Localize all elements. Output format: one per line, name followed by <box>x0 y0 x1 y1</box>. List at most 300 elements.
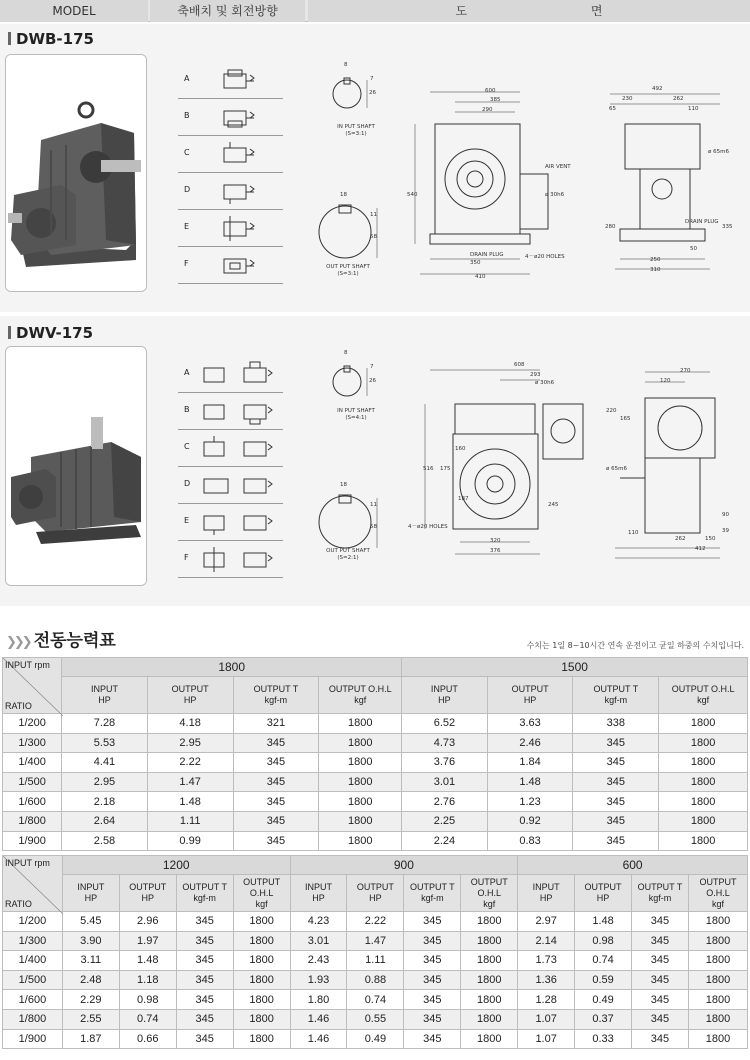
table-cell: 2.29 <box>62 990 119 1010</box>
table-cell: 345 <box>573 733 659 753</box>
table-cell: 0.37 <box>575 1009 632 1029</box>
table-cell: 1800 <box>659 792 748 812</box>
table-cell: 1800 <box>659 733 748 753</box>
table-cell: 1.48 <box>147 792 233 812</box>
rotation-column-header: 축배치 및 회전방향 <box>150 0 305 22</box>
table-cell: 1.36 <box>518 970 575 990</box>
table-cell: 1800 <box>659 811 748 831</box>
table-cell: 2.25 <box>402 811 488 831</box>
rpm-header: 1200 <box>62 856 290 875</box>
table-cell: 1800 <box>319 753 402 773</box>
rotation-label: B <box>184 111 190 120</box>
table-cell: 1800 <box>659 772 748 792</box>
table-cell: 1.07 <box>518 1029 575 1049</box>
performance-table-1 <box>2 657 748 851</box>
table-row <box>3 1009 748 1029</box>
ratio-cell: 1/500 <box>3 970 63 990</box>
col-header-output-hp: OUTPUT HP <box>347 875 404 912</box>
dimension-label: 120 <box>660 378 671 384</box>
dimension-label: 110 <box>688 106 699 112</box>
performance-heading: ❯❯❯ 전동능력표 <box>6 631 116 651</box>
table-cell: 1.46 <box>290 1009 347 1029</box>
rotation-diagram-icon <box>218 103 258 131</box>
table-cell: 1.80 <box>290 990 347 1010</box>
rotation-label: D <box>184 479 191 488</box>
table-cell: 1800 <box>461 931 518 951</box>
ratio-cell: 1/600 <box>3 990 63 1010</box>
table-cell: 2.18 <box>62 792 148 812</box>
rotation-diagram-icon <box>218 251 258 279</box>
rotation-label: F <box>184 553 189 562</box>
dimension-label: 175 <box>440 466 451 472</box>
table-cell: 1.28 <box>518 990 575 1010</box>
product-photo <box>5 346 147 586</box>
dimension-label: 11 <box>370 502 377 508</box>
dimension-label: 350 <box>470 260 481 266</box>
table-cell: 1800 <box>659 753 748 773</box>
table-cell: 2.22 <box>147 753 233 773</box>
dimension-label: 39 <box>722 528 729 534</box>
dimension-label: 8 <box>344 350 348 356</box>
output-shaft-drawing <box>315 194 390 269</box>
input-shaft-drawing <box>325 352 385 412</box>
ratio-cell: 1/200 <box>3 714 62 734</box>
dimension-label: ø 65m6 <box>606 466 627 472</box>
table-cell: 1.47 <box>347 931 404 951</box>
table-cell: 0.74 <box>119 1009 176 1029</box>
rotation-row-f <box>178 541 283 578</box>
dimension-label: 293 <box>530 372 541 378</box>
table-cell: 1800 <box>688 1029 747 1049</box>
model-section-dwv175 <box>0 316 750 606</box>
dimension-label: 7 <box>370 364 374 370</box>
drawing-column-header: 도 면 <box>308 0 750 22</box>
table-cell: 345 <box>573 811 659 831</box>
table-cell: 0.55 <box>347 1009 404 1029</box>
table-cell: 338 <box>573 714 659 734</box>
table-cell: 345 <box>176 1029 233 1049</box>
col-header-output-ohl: OUTPUT O.H.L kgf <box>688 875 747 912</box>
table-cell: 3.11 <box>62 951 119 971</box>
rotation-row-e <box>178 210 283 247</box>
table-cell: 4.73 <box>402 733 488 753</box>
table-cell: 0.59 <box>575 970 632 990</box>
table-cell: 1.46 <box>290 1029 347 1049</box>
table-cell: 345 <box>573 792 659 812</box>
model-section-dwb175 <box>0 24 750 312</box>
table-cell: 2.43 <box>290 951 347 971</box>
dimension-label: 220 <box>606 408 617 414</box>
rotation-row-c <box>178 136 283 173</box>
ratio-cell: 1/800 <box>3 811 62 831</box>
rotation-label: A <box>184 368 190 377</box>
table-cell: 2.95 <box>62 772 148 792</box>
table-cell: 0.49 <box>347 1029 404 1049</box>
dimension-label: 230 <box>622 96 633 102</box>
table-cell: 1800 <box>688 951 747 971</box>
table-cell: 3.76 <box>402 753 488 773</box>
table-cell: 1800 <box>319 714 402 734</box>
table-cell: 345 <box>176 931 233 951</box>
table-row <box>3 733 748 753</box>
table-cell: 1800 <box>233 931 290 951</box>
dimension-label: 26 <box>369 378 376 384</box>
rotation-diagram-icon <box>200 545 280 573</box>
table-cell: 5.45 <box>62 912 119 932</box>
table-cell: 1800 <box>461 951 518 971</box>
table-cell: 0.49 <box>575 990 632 1010</box>
table-cell: 1.73 <box>518 951 575 971</box>
table-cell: 345 <box>632 970 689 990</box>
table-row <box>3 792 748 812</box>
dimension-label: 7 <box>370 76 374 82</box>
performance-note: 수치는 1일 8~10시간 연속 운전이고 균일 하중의 수치입니다. <box>526 641 744 650</box>
table-row <box>3 931 748 951</box>
table-cell: 345 <box>404 912 461 932</box>
rpm-header: 900 <box>290 856 518 875</box>
table-cell: 1800 <box>233 990 290 1010</box>
table-row <box>3 811 748 831</box>
table-cell: 2.95 <box>147 733 233 753</box>
table-cell: 1800 <box>233 951 290 971</box>
ratio-cell: 1/400 <box>3 951 63 971</box>
dimension-label: 187 <box>458 496 469 502</box>
rotation-row-e <box>178 504 283 541</box>
dimension-label: 412 <box>695 546 706 552</box>
table-cell: 2.97 <box>518 912 575 932</box>
table-cell: 2.96 <box>119 912 176 932</box>
dimension-label: 160 <box>455 446 466 452</box>
table-cell: 345 <box>233 811 319 831</box>
table-cell: 0.74 <box>347 990 404 1010</box>
dimension-label: DRAIN PLUG <box>470 252 504 258</box>
ratio-cell: 1/900 <box>3 1029 63 1049</box>
dimension-label: 262 <box>673 96 684 102</box>
table-cell: 1800 <box>461 1009 518 1029</box>
table-cell: 3.01 <box>402 772 488 792</box>
rotation-row-d <box>178 173 283 210</box>
col-header-output-hp: OUTPUT HP <box>119 875 176 912</box>
col-header-output-ohl: OUTPUT O.H.L kgf <box>659 677 748 714</box>
ratio-cell: 1/200 <box>3 912 63 932</box>
table-cell: 1800 <box>688 990 747 1010</box>
rotation-diagram-icon <box>200 508 280 536</box>
rpm-header: 1500 <box>402 658 748 677</box>
dimension-label: 280 <box>605 224 616 230</box>
table-cell: 345 <box>632 951 689 971</box>
input-shaft-caption: IN PUT SHAFT (S=4:1) <box>337 408 375 421</box>
dimension-label: 50 <box>690 246 697 252</box>
col-header-input-hp: INPUT HP <box>518 875 575 912</box>
ratio-cell: 1/400 <box>3 753 62 773</box>
column-header-row <box>3 875 748 912</box>
rotation-label: A <box>184 74 190 83</box>
model-title: DWB-175 <box>8 30 94 48</box>
col-header-output-torque: OUTPUT T kgf-m <box>404 875 461 912</box>
rotation-label: B <box>184 405 190 414</box>
table-cell: 0.74 <box>575 951 632 971</box>
table-cell: 345 <box>176 970 233 990</box>
table-cell: 7.28 <box>62 714 148 734</box>
dimension-label: 165 <box>620 416 631 422</box>
table-cell: 345 <box>233 831 319 851</box>
table-cell: 1800 <box>688 912 747 932</box>
dimension-label: 376 <box>490 548 501 554</box>
rotation-diagram-icon <box>218 66 258 94</box>
table-row <box>3 714 748 734</box>
table-cell: 0.88 <box>347 970 404 990</box>
model-column-header: MODEL <box>0 0 148 22</box>
table-cell: 1.48 <box>119 951 176 971</box>
dimension-label: 245 <box>548 502 559 508</box>
ratio-cell: 1/800 <box>3 1009 63 1029</box>
table-cell: 345 <box>233 733 319 753</box>
table-cell: 1800 <box>461 970 518 990</box>
table-cell: 345 <box>404 1029 461 1049</box>
table-cell: 3.01 <box>290 931 347 951</box>
dimension-label: 58 <box>370 524 377 530</box>
table-row <box>3 990 748 1010</box>
rotation-label: E <box>184 222 190 231</box>
rpm-header: 1800 <box>62 658 402 677</box>
table-cell: 1800 <box>659 714 748 734</box>
col-header-output-ohl: OUTPUT O.H.L kgf <box>319 677 402 714</box>
dimension-label: 262 <box>675 536 686 542</box>
table-cell: 1.47 <box>147 772 233 792</box>
table-cell: 1.11 <box>147 811 233 831</box>
dimension-label: 250 <box>650 257 661 263</box>
dimension-label: DRAIN PLUG <box>685 219 719 225</box>
table-cell: 1.18 <box>119 970 176 990</box>
table-cell: 2.76 <box>402 792 488 812</box>
col-header-output-ohl: OUTPUT O.H.L kgf <box>461 875 518 912</box>
rotation-row-d <box>178 467 283 504</box>
rotation-diagram-icon <box>200 397 280 425</box>
product-photo <box>5 54 147 292</box>
table-cell: 4.18 <box>147 714 233 734</box>
rpm-header-row <box>3 856 748 875</box>
dimension-label: 335 <box>722 224 733 230</box>
input-shaft-drawing <box>325 64 385 124</box>
table-cell: 345 <box>404 951 461 971</box>
table-cell: 1.07 <box>518 1009 575 1029</box>
table-cell: 1800 <box>461 990 518 1010</box>
table-cell: 0.66 <box>119 1029 176 1049</box>
col-header-output-hp: OUTPUT HP <box>487 677 573 714</box>
table-cell: 1800 <box>461 912 518 932</box>
dimension-label: ø 30h6 <box>535 380 555 386</box>
table-cell: 345 <box>404 990 461 1010</box>
table-cell: 1800 <box>233 1009 290 1029</box>
ratio-cell: 1/600 <box>3 792 62 812</box>
rotation-diagram-icon <box>200 471 280 499</box>
dimension-label: 18 <box>340 482 347 488</box>
table-cell: 1.48 <box>487 772 573 792</box>
table-cell: 3.90 <box>62 931 119 951</box>
table-cell: 1800 <box>688 970 747 990</box>
column-header-row <box>3 677 748 714</box>
table-cell: 4.23 <box>290 912 347 932</box>
rotation-label: D <box>184 185 191 194</box>
rpm-header: 600 <box>518 856 748 875</box>
dimension-label: AIR VENT <box>545 164 571 170</box>
table-cell: 1800 <box>319 772 402 792</box>
output-shaft-caption: OUT PUT SHAFT (S=2:1) <box>326 548 370 561</box>
catalog-header <box>0 0 750 22</box>
table-cell: 345 <box>573 831 659 851</box>
table-cell: 2.64 <box>62 811 148 831</box>
rotation-label: F <box>184 259 189 268</box>
dimension-label: 290 <box>482 107 493 113</box>
table-cell: 345 <box>404 931 461 951</box>
table-cell: 0.98 <box>119 990 176 1010</box>
side-view-drawing <box>600 89 745 279</box>
table-cell: 0.83 <box>487 831 573 851</box>
ratio-cell: 1/900 <box>3 831 62 851</box>
table-cell: 345 <box>404 1009 461 1029</box>
table-cell: 5.53 <box>62 733 148 753</box>
dimension-label: ø 30h6 <box>545 192 565 198</box>
col-header-output-hp: OUTPUT HP <box>147 677 233 714</box>
table-cell: 1800 <box>233 970 290 990</box>
table-cell: 345 <box>632 990 689 1010</box>
table-cell: 2.55 <box>62 1009 119 1029</box>
table-cell: 345 <box>176 990 233 1010</box>
table-cell: 345 <box>176 951 233 971</box>
col-header-output-torque: OUTPUT T kgf-m <box>632 875 689 912</box>
performance-table-2 <box>2 855 748 1049</box>
ratio-cell: 1/300 <box>3 931 63 951</box>
dimension-label: 11 <box>370 212 377 218</box>
ratio-cell: 1/500 <box>3 772 62 792</box>
rotation-row-c <box>178 430 283 467</box>
dimension-label: 110 <box>628 530 639 536</box>
dimension-label: ø 65m6 <box>708 149 729 155</box>
dimension-label: 516 <box>423 466 434 472</box>
rotation-diagram-icon <box>218 177 258 205</box>
col-header-output-torque: OUTPUT T kgf-m <box>233 677 319 714</box>
table-cell: 345 <box>233 753 319 773</box>
dimension-label: 4－ø20 HOLES <box>525 254 565 260</box>
rotation-row-a <box>178 62 283 99</box>
table-row <box>3 831 748 851</box>
dimension-label: 492 <box>652 86 663 92</box>
table-cell: 345 <box>233 792 319 812</box>
table-cell: 345 <box>632 1009 689 1029</box>
rotation-label: C <box>184 148 190 157</box>
dimension-label: 410 <box>475 274 486 280</box>
table-cell: 345 <box>233 772 319 792</box>
table-cell: 1.11 <box>347 951 404 971</box>
dimension-label: 150 <box>705 536 716 542</box>
table-row <box>3 951 748 971</box>
table-cell: 345 <box>573 753 659 773</box>
dimension-label: 58 <box>370 234 377 240</box>
dimension-label: 540 <box>407 192 418 198</box>
front-view-drawing <box>405 364 590 564</box>
table-cell: 1800 <box>688 1009 747 1029</box>
table-cell: 345 <box>632 1029 689 1049</box>
table-cell: 1.48 <box>575 912 632 932</box>
table-cell: 1800 <box>461 1029 518 1049</box>
dimension-label: 8 <box>344 62 348 68</box>
col-header-input-hp: INPUT HP <box>62 875 119 912</box>
table-cell: 0.92 <box>487 811 573 831</box>
table-cell: 2.48 <box>62 970 119 990</box>
table-row <box>3 970 748 990</box>
table-cell: 0.33 <box>575 1029 632 1049</box>
table-cell: 0.99 <box>147 831 233 851</box>
dimension-label: 320 <box>490 538 501 544</box>
rotation-row-a <box>178 356 283 393</box>
table-cell: 0.98 <box>575 931 632 951</box>
col-header-output-torque: OUTPUT T kgf-m <box>573 677 659 714</box>
dimension-label: 26 <box>369 90 376 96</box>
dimension-label: 18 <box>340 192 347 198</box>
rotation-diagram-icon <box>218 140 258 168</box>
rotation-row-b <box>178 99 283 136</box>
table-cell: 345 <box>404 970 461 990</box>
chevron-icon: ❯❯❯ <box>6 635 30 650</box>
output-shaft-caption: OUT PUT SHAFT (S=3:1) <box>326 264 370 277</box>
table-cell: 2.58 <box>62 831 148 851</box>
table-cell: 1800 <box>233 912 290 932</box>
table-row <box>3 772 748 792</box>
table-cell: 2.46 <box>487 733 573 753</box>
table-cell: 321 <box>233 714 319 734</box>
table-cell: 2.24 <box>402 831 488 851</box>
rotation-row-b <box>178 393 283 430</box>
table-cell: 1800 <box>659 831 748 851</box>
table-cell: 345 <box>632 912 689 932</box>
table-cell: 1.93 <box>290 970 347 990</box>
table-cell: 4.41 <box>62 753 148 773</box>
table-cell: 345 <box>573 772 659 792</box>
col-header-output-ohl: OUTPUT O.H.L kgf <box>233 875 290 912</box>
table-cell: 1.23 <box>487 792 573 812</box>
table-corner-cell: INPUT rpm RATIO <box>3 658 62 714</box>
table-cell: 1800 <box>319 792 402 812</box>
table-cell: 1.84 <box>487 753 573 773</box>
col-header-input-hp: INPUT HP <box>62 677 148 714</box>
table-row <box>3 753 748 773</box>
dimension-label: 4－ø20 HOLES <box>408 524 448 530</box>
dimension-label: 90 <box>722 512 729 518</box>
table-cell: 1800 <box>319 811 402 831</box>
table-row <box>3 912 748 932</box>
rotation-diagram-icon <box>200 434 280 462</box>
table-cell: 345 <box>632 931 689 951</box>
dimension-label: 608 <box>514 362 525 368</box>
table-cell: 1800 <box>233 1029 290 1049</box>
col-header-output-torque: OUTPUT T kgf-m <box>176 875 233 912</box>
table-cell: 6.52 <box>402 714 488 734</box>
table-row <box>3 1029 748 1049</box>
col-header-input-hp: INPUT HP <box>402 677 488 714</box>
rotation-diagram-icon <box>200 360 280 388</box>
col-header-input-hp: INPUT HP <box>290 875 347 912</box>
dimension-label: 385 <box>490 97 501 103</box>
table-cell: 345 <box>176 1009 233 1029</box>
table-cell: 1800 <box>319 733 402 753</box>
table-cell: 1800 <box>688 931 747 951</box>
dimension-label: 310 <box>650 267 661 273</box>
table-corner-cell: INPUT rpm RATIO <box>3 856 63 912</box>
dimension-label: 270 <box>680 368 691 374</box>
rotation-diagram-icon <box>218 214 258 242</box>
rpm-header-row <box>3 658 748 677</box>
model-title: DWV-175 <box>8 324 93 342</box>
